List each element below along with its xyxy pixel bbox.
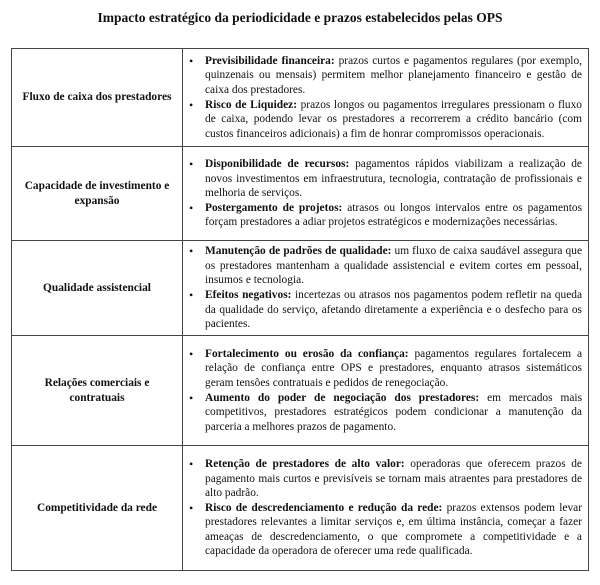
item-heading: Manutenção de padrões de qualidade:: [205, 245, 392, 258]
list-item: [186, 54, 582, 98]
item-text: prazos longos ou pagamentos irregulares pressionam o fluxo de caixa, podendo levar os prestadores a recorrerem a crédito bancário (com custos financeiros adicionais) a fim de honrar compromissos operacionais.: [205, 98, 582, 140]
item-heading: Previsibilidade financeira:: [205, 54, 335, 67]
bullet-list: [186, 54, 582, 141]
table-row: [12, 336, 589, 446]
row-label: Capacidade de investimento e expansão: [12, 147, 183, 241]
table-row: [12, 147, 589, 241]
item-text: pagamentos rápidos viabilizam a realização de novos investimentos em infraestrutura, tecnologia, contratação de profissionais e melhoria de serviços.: [205, 158, 582, 200]
list-item: [186, 201, 582, 230]
item-text: prazos extensos podem levar prestadores relevantes a limitar serviços e, em última instância, começar a fazer ameaças de descredenciamento, o que compromete a competitividade e a capacidade da operadora de oferecer uma rede qualificada.: [205, 501, 582, 558]
list-item: [186, 347, 582, 391]
bullet-list: [186, 244, 582, 331]
table-row: [12, 446, 589, 571]
item-heading: Risco de descredenciamento e redução da rede:: [205, 501, 443, 514]
item-heading: Fortalecimento ou erosão da confiança:: [205, 347, 409, 360]
item-text: atrasos ou longos intervalos entre os pagamentos forçam prestadores a adiar projetos estratégicos e modernizações necessárias.: [205, 201, 582, 229]
list-item: [186, 391, 582, 435]
item-heading: Postergamento de projetos:: [205, 201, 343, 214]
list-item: [186, 98, 582, 142]
row-content: [183, 49, 589, 147]
row-content: [183, 446, 589, 571]
row-content: [183, 241, 589, 336]
list-item: [186, 244, 582, 288]
list-item: [186, 157, 582, 201]
item-heading: Risco de Liquidez:: [205, 98, 297, 111]
item-text: incertezas ou atrasos nos pagamentos podem refletir na queda da qualidade do serviço, afetando diretamente a experiência e o desfecho para os pacientes.: [205, 289, 582, 331]
table-row: [12, 241, 589, 336]
table-title: Impacto estratégico da periodicidade e prazos estabelecidos pelas OPS: [97, 10, 503, 25]
impact-table: [11, 48, 589, 571]
bullet-list: [186, 157, 582, 230]
bullet-list: [186, 457, 582, 559]
list-item: [186, 457, 582, 501]
bullet-list: [186, 347, 582, 434]
item-text: em mercados mais competitivos, prestadores estratégicos podem condicionar a manutenção da parceria a melhores prazos de pagamento.: [205, 391, 583, 433]
item-heading: Retenção de prestadores de alto valor:: [205, 458, 405, 471]
item-text: prazos curtos e pagamentos regulares (por exemplo, quinzenais ou mensais) permitem melhor planejamento financeiro e gestão de caixa dos prestadores.: [205, 54, 583, 96]
item-text: um fluxo de caixa saudável assegura que os prestadores mantenham a qualidade assistencial e evitem cortes em pessoal, insumos e tecnologia.: [205, 245, 583, 287]
list-item: [186, 288, 582, 332]
table-row: [12, 49, 589, 147]
item-text: operadoras que oferecem prazos de pagamento mais curtos e previsíveis se tornam mais atraentes para prestadores de alto padrão.: [205, 458, 582, 500]
row-label: Fluxo de caixa dos prestadores: [12, 49, 183, 147]
item-heading: Disponibilidade de recursos:: [205, 158, 350, 171]
item-heading: Efeitos negativos:: [205, 289, 292, 301]
row-label: Qualidade assistencial: [12, 241, 183, 336]
item-text: pagamentos regulares fortalecem a relação de confiança entre OPS e prestadores, enquanto atrasos sistemáticos geram tensões contratuais e pedidos de renegociação.: [205, 347, 582, 389]
item-heading: Aumento do poder de negociação dos prestadores:: [205, 391, 480, 404]
row-content: [183, 147, 589, 241]
row-label: Relações comerciais e contratuais: [12, 336, 183, 446]
list-item: [186, 501, 582, 559]
row-content: [183, 336, 589, 446]
row-label: Competitividade da rede: [12, 446, 183, 571]
